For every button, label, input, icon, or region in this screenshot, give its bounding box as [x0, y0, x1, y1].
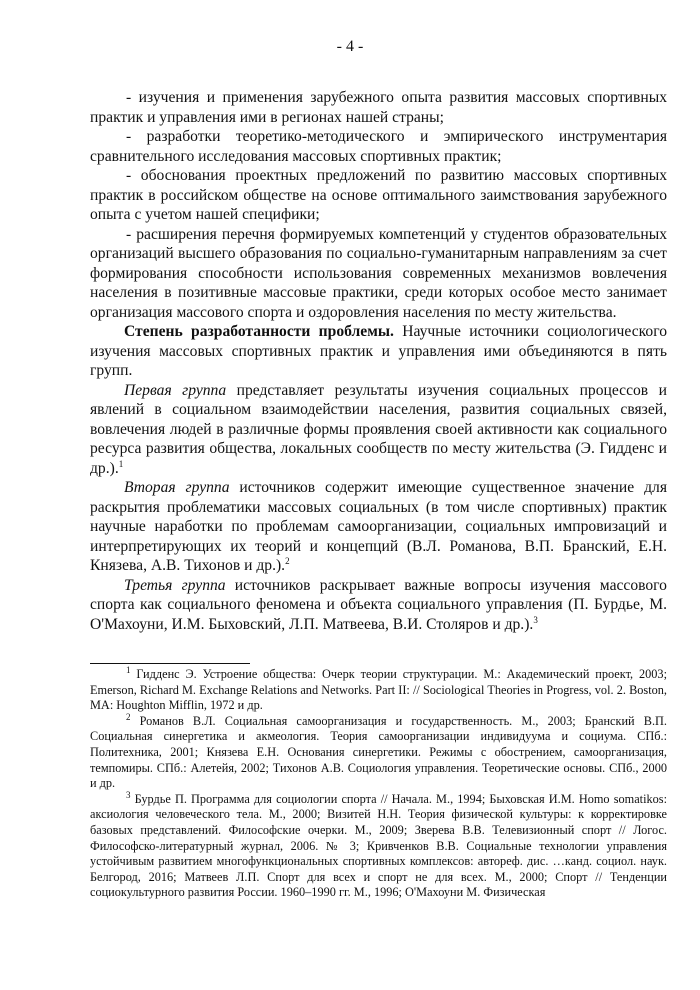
- footnote: [90, 789, 667, 901]
- footnote-divider: [90, 663, 250, 664]
- page-number: - 4 -: [336, 38, 364, 55]
- footnote-text: Романов В.Л. Социальная самоорганизация и государственность. М., 2003; Бранский В.П. Социальная синергетика и акмеология. Теория самоорганизации индивидуума и социума. СПб.: Политехника, 2001; Князева Е.Н. Основания синергетики. Режимы с обострением, самоорганизация, темпомиры. СПб.: Алетейя, 2002; Тихонов А.В. Социология управления. Теоретические основы. СПб., 2000 и др.: [90, 713, 667, 791]
- footnotes: [90, 664, 667, 901]
- footnote-ref[interactable]: 2: [285, 555, 290, 566]
- group-label: Первая группа: [124, 381, 227, 399]
- bullet-item: - изучения и применения зарубежного опыта развития массовых спортивных практик и управления ими в регионах нашей страны;: [90, 89, 667, 126]
- footnote: [90, 664, 667, 714]
- group-text: представляет результаты изучения социальных процессов и явлений в социальном взаимодействии населения, развития социальных связей, вовлечения людей в различные формы проявления своей активности как социального ресурса развития общества, локальных сообществ по месту жительства (Э. Гидденс и др.).: [90, 381, 667, 477]
- section-heading: Степень разработанности проблемы.: [124, 323, 394, 340]
- group-label: Вторая группа: [124, 479, 230, 496]
- footnote-number: 2: [126, 711, 131, 722]
- group-paragraph: [90, 576, 667, 635]
- group-text: источников содержит имеющие существенное значение для раскрытия проблематики массовых социальных (в том числе спортивных) практик научные наработки по проблемам самоорганизации, социальных импровизаций и интерпретирующих их теорий и концепций (В.Л. Романова, В.П. Бранский, Е.Н. Князева, А.В. Тихонов и др.).: [90, 479, 667, 574]
- main-text: [90, 88, 667, 634]
- footnote-number: 3: [126, 789, 131, 800]
- bullet-item: - расширения перечня формируемых компетенций у студентов образовательных организаций высшего образования по социально-гуманитарным направлениям за счет формирования способности использования современных механизмов вовлечения населения в позитивные массовые практики, среди которых особое место занимает организация массового спорта и оздоровления населения по месту жительства.: [90, 225, 667, 321]
- group-text: источников раскрывает важные вопросы изучения массового спорта как социального феномена и объекта социального управления (П. Бурдье, М. О'Махоуни, И.М. Быховский, Л.П. Матвеева, В.И. Столяров и др.).: [90, 576, 667, 633]
- bullet-item: - разработки теоретико-методического и эмпирического инструментария сравнительного исследования массовых спортивных практик;: [90, 128, 667, 165]
- bullet-item: - обоснования проектных предложений по развитию массовых спортивных практик в российском обществе на основе оптимального заимствования зарубежного опыта с учетом нашей специфики;: [90, 167, 667, 223]
- group-paragraph: [90, 478, 667, 576]
- group-label: Третья группа: [124, 576, 226, 594]
- section-intro: Научные источники социологического изучения массовых спортивных практик и управления ими объединяются в пять групп.: [90, 323, 668, 379]
- footnote-number: 1: [126, 664, 131, 675]
- footnote-ref[interactable]: 3: [533, 614, 538, 625]
- footnote: [90, 711, 667, 792]
- section-paragraph: [90, 322, 667, 381]
- footnote-ref[interactable]: 1: [118, 458, 124, 469]
- footnote-text: Бурдье П. Программа для социологии спорта // Начала. М., 1994; Быховская И.М. Homo somatikos: аксиология человеческого тела. М., 2000; Визитей Н.Н. Теория физической культуры: к корректировке базовых представлений. Философские очерки. М., 2009; Зверева В.В. Телевизионный спорт // Логос. Философско-литературный журнал, 2006. № 3; Кривченков В.В. Социальные технологии управления устойчивым развитием многофункциональных спортивных комплексов: автореф. дис. …канд. социол. наук. Белгород, 2016; Матвеев Л.П. Спорт для всех и спорт не для всех. М., 2000; Спорт // Тенденции социокультурного развития России. 1960–1990 гг. М., 1996; О'Махоуни М. Физическая: [90, 791, 667, 900]
- group-paragraph: [90, 381, 667, 479]
- footnote-text: Гидденс Э. Устроение общества: Очерк теории структурации. М.: Академический проект, 2003; Emerson, Richard M. Exchange Relations and Networks. Part II: // Sociological Theories in Progress, vol. 2. Boston, MA: Houghton Mifflin, 1972 и др.: [90, 667, 667, 713]
